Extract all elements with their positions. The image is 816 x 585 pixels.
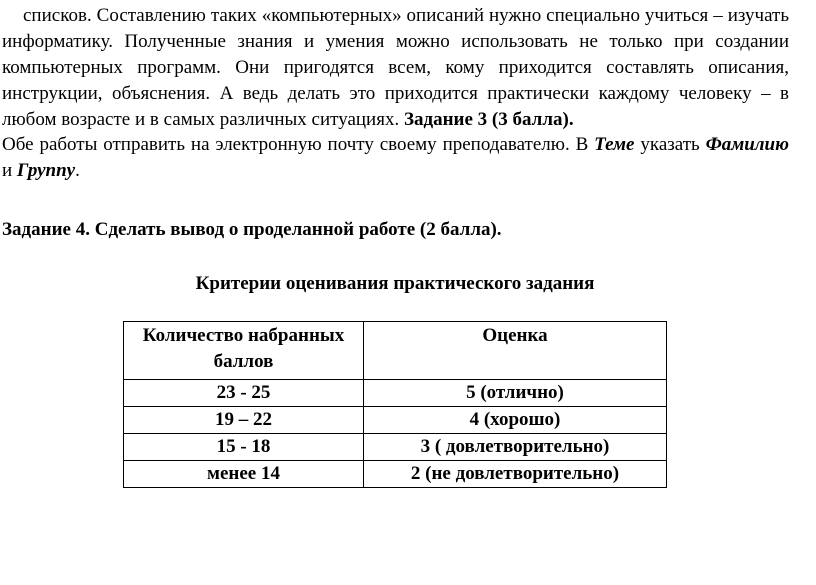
points-cell: 15 - 18 xyxy=(124,434,364,461)
paragraph-1-text: списков. Составлению таких «компьютерных» описаний нужно специально учиться – изучать информатику. Полученные знания и умения можно использовать не только при создании компьютерных программ. Они пригодятся всем, кому приходится составлять описания, инструкции, объяснения. А ведь делать это приходится практически каждому человеку – в любом возрасте и в самых различных ситуациях. xyxy=(2,5,789,130)
paragraph-1 xyxy=(2,3,789,133)
header-points: Количество набранных баллов xyxy=(124,322,364,380)
paragraph-2 xyxy=(2,132,789,184)
table-row xyxy=(124,461,667,488)
paragraph-2-text-c: и xyxy=(2,160,17,181)
points-cell: 23 - 25 xyxy=(124,380,364,407)
points-cell: 19 – 22 xyxy=(124,407,364,434)
grade-cell: 5 (отлично) xyxy=(364,380,667,407)
header-grade: Оценка xyxy=(364,322,667,380)
grade-cell: 4 (хорошо) xyxy=(364,407,667,434)
grade-cell: 2 (не довлетворительно) xyxy=(364,461,667,488)
task-3-heading: Задание 3 (3 балла). xyxy=(403,109,574,130)
tema-emphasis: Теме xyxy=(594,134,635,155)
familiyu-emphasis: Фамилию xyxy=(705,134,789,155)
grading-table xyxy=(123,321,667,488)
grade-cell: 3 ( довлетворительно) xyxy=(364,434,667,461)
paragraph-2-text-a: Обе работы отправить на электронную почту своему преподавателю. В xyxy=(2,134,595,155)
table-row xyxy=(124,380,667,407)
points-cell: менее 14 xyxy=(124,461,364,488)
table-row xyxy=(124,407,667,434)
task-4-heading: Задание 4. Сделать вывод о проделанной работе (2 балла). xyxy=(2,219,502,240)
criteria-title: Критерии оценивания практического задания xyxy=(195,273,595,294)
gruppu-emphasis: Группу xyxy=(16,160,76,181)
table-header-row xyxy=(124,322,667,380)
table-row xyxy=(124,434,667,461)
paragraph-2-text-b: указать xyxy=(634,134,706,155)
paragraph-2-text-d: . xyxy=(75,160,80,181)
